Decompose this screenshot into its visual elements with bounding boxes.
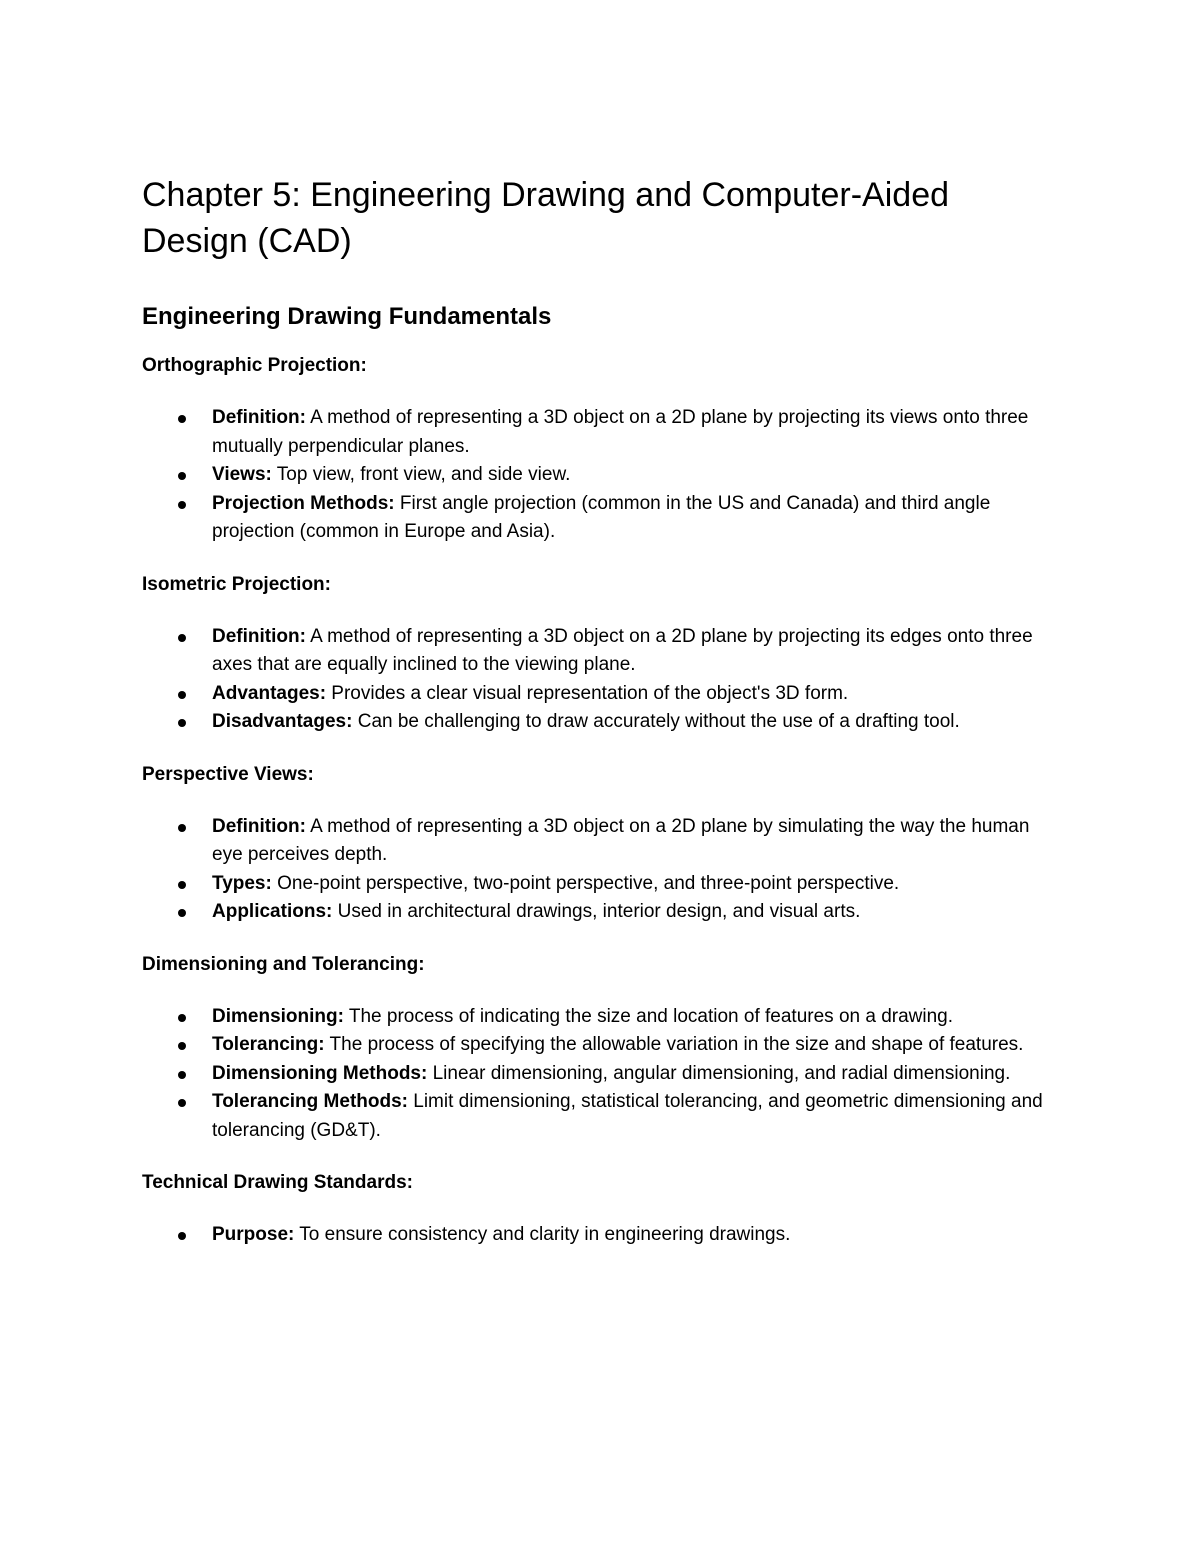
item-text: A method of representing a 3D object on a 2D plane by projecting its edges onto three axes that are equally inclined to the viewing plane. <box>212 625 1033 675</box>
item-text: Used in architectural drawings, interior design, and visual arts. <box>332 901 861 922</box>
list-item <box>142 708 1062 737</box>
bullet-icon <box>178 1042 186 1050</box>
bullet-icon <box>178 634 186 642</box>
bullet-icon <box>178 1014 186 1022</box>
bullet-icon <box>178 1099 186 1107</box>
item-text: The process of specifying the allowable variation in the size and shape of features. <box>324 1034 1024 1055</box>
bullet-icon <box>178 881 186 889</box>
item-text: Provides a clear visual representation of the object's 3D form. <box>326 682 849 704</box>
bullet-icon <box>178 824 186 832</box>
bullet-icon <box>178 472 186 480</box>
subsection-perspective-views <box>142 761 1062 927</box>
list-item <box>142 404 1062 461</box>
bullet-icon <box>178 501 186 509</box>
bullet-icon <box>178 415 186 423</box>
item-term: Advantages: <box>212 682 327 704</box>
bullet-icon <box>178 1071 186 1079</box>
list-item <box>142 898 1062 927</box>
item-text: A method of representing a 3D object on a 2D plane by simulating the way the human eye perceives depth. <box>212 815 1030 865</box>
list-item <box>142 1031 1062 1060</box>
list-item <box>142 490 1062 547</box>
item-text: First angle projection (common in the US and Canada) and third angle projection (common in Europe and Asia). <box>212 492 991 542</box>
list-item <box>142 1221 1062 1250</box>
item-text: Top view, front view, and side view. <box>271 464 571 485</box>
bullet-list <box>142 813 1062 927</box>
document-page <box>142 172 1062 1250</box>
bullet-icon <box>178 1232 186 1240</box>
item-term: Definition: <box>212 407 306 428</box>
subsection-isometric-projection <box>142 571 1062 737</box>
subsection-title: Isometric Projection: <box>142 573 331 595</box>
list-item <box>142 1003 1062 1032</box>
item-term: Disadvantages: <box>212 711 353 732</box>
item-term: Types: <box>212 872 272 894</box>
item-text: The process of indicating the size and location of features on a drawing. <box>343 1005 954 1027</box>
bullet-list <box>142 404 1062 547</box>
item-term: Tolerancing Methods: <box>212 1091 408 1112</box>
bullet-icon <box>178 909 186 917</box>
bullet-icon <box>178 719 186 727</box>
item-term: Definition: <box>212 625 306 647</box>
item-text: Linear dimensioning, angular dimensioning, and radial dimensioning. <box>427 1062 1011 1084</box>
list-item <box>142 1088 1062 1145</box>
item-term: Purpose: <box>212 1224 295 1245</box>
list-item <box>142 461 1062 490</box>
list-item <box>142 813 1062 870</box>
bullet-list <box>142 623 1062 737</box>
item-term: Definition: <box>212 815 306 837</box>
section-heading: Engineering Drawing Fundamentals <box>142 303 552 330</box>
item-text: To ensure consistency and clarity in engineering drawings. <box>294 1224 791 1245</box>
list-item <box>142 870 1062 899</box>
item-term: Dimensioning: <box>212 1005 344 1027</box>
list-item <box>142 1060 1062 1089</box>
list-item <box>142 623 1062 680</box>
item-term: Projection Methods: <box>212 492 395 514</box>
subsection-dimensioning-tolerancing <box>142 951 1062 1146</box>
item-text: One-point perspective, two-point perspective, and three-point perspective. <box>271 872 900 894</box>
bullet-icon <box>178 691 186 699</box>
subsection-orthographic-projection <box>142 352 1062 547</box>
subsection-title: Dimensioning and Tolerancing: <box>142 953 425 975</box>
item-text: Can be challenging to draw accurately without the use of a drafting tool. <box>352 711 960 732</box>
subsection-title: Orthographic Projection: <box>142 355 367 376</box>
subsection-title: Technical Drawing Standards: <box>142 1172 413 1193</box>
item-text: Limit dimensioning, statistical tolerancing, and geometric dimensioning and tolerancing (GD&T). <box>212 1091 1043 1141</box>
bullet-list <box>142 1003 1062 1146</box>
chapter-title: Chapter 5: Engineering Drawing and Computer-Aided Design (CAD) <box>142 176 950 260</box>
item-term: Dimensioning Methods: <box>212 1062 428 1084</box>
subsection-title: Perspective Views: <box>142 763 314 785</box>
item-term: Views: <box>212 464 272 485</box>
list-item <box>142 680 1062 709</box>
item-text: A method of representing a 3D object on a 2D plane by projecting its views onto three mutually perpendicular planes. <box>212 407 1029 457</box>
item-term: Tolerancing: <box>212 1034 325 1055</box>
item-term: Applications: <box>212 901 333 922</box>
bullet-list <box>142 1221 1062 1250</box>
subsection-technical-drawing-standards <box>142 1169 1062 1250</box>
